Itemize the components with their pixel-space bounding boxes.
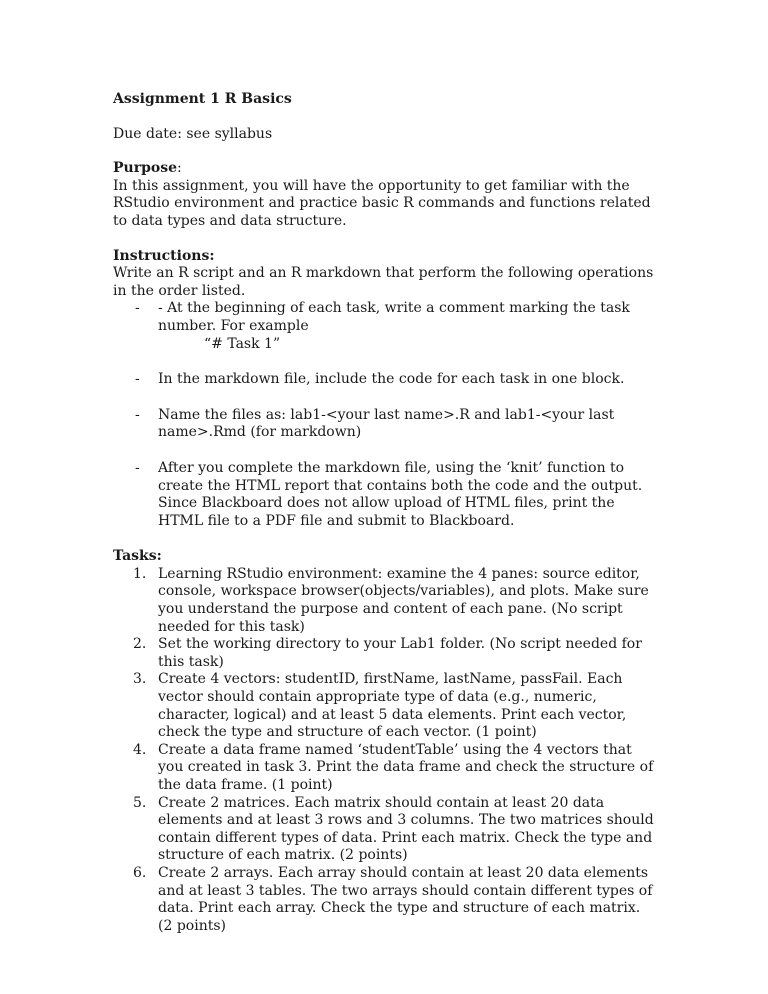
instruction-bullet bbox=[113, 300, 658, 335]
purpose-heading bbox=[113, 160, 658, 178]
example-comment: “# Task 1” bbox=[204, 335, 281, 352]
bullet-dash: - bbox=[135, 300, 140, 317]
task-item bbox=[113, 865, 658, 935]
task-number: 3. bbox=[133, 671, 147, 688]
task-item bbox=[113, 795, 658, 865]
instruction-bullet bbox=[113, 371, 658, 389]
bullet-dash: - bbox=[135, 371, 140, 388]
purpose-text: In this assignment, you will have the opportunity to get familiar with the RStudio environment and practice basic R commands and functions related to data types and data structure. bbox=[113, 177, 651, 229]
due-date: Due date: see syllabus bbox=[113, 125, 273, 142]
instructions-intro: Write an R script and an R markdown that perform the following operations in the order listed. bbox=[113, 265, 654, 299]
task-number: 6. bbox=[133, 864, 147, 881]
task-number: 5. bbox=[133, 794, 147, 811]
bullet-dash: - bbox=[135, 459, 140, 476]
tasks-heading: Tasks: bbox=[113, 548, 162, 565]
bullet-dash: - bbox=[135, 406, 140, 423]
instruction-bullet-text: Name the files as: lab1-<your last name>.R and lab1-<your last name>.Rmd (for markdown) bbox=[158, 406, 615, 441]
instruction-bullet-text: - At the beginning of each task, write a comment marking the task number. For example bbox=[158, 300, 630, 334]
document-title: Assignment 1 R Basics bbox=[113, 91, 292, 107]
purpose-heading-colon: : bbox=[177, 160, 182, 177]
task-item bbox=[113, 742, 658, 795]
instruction-bullet-text: In the markdown file, include the code for each task in one block. bbox=[158, 371, 625, 388]
task-text: Set the working directory to your Lab1 folder. (No script needed for this task) bbox=[158, 636, 642, 670]
task-text: Create 4 vectors: studentID, firstName, lastName, passFail. Each vector should contain appropriate type of data (e.g., numeric, character, logical) and at least 5 data elements. Print each vector, check the type and structure of each vector. (1 point) bbox=[158, 671, 627, 741]
task-text: Create 2 arrays. Each array should contain at least 20 data elements and at least 3 tables. The two arrays should contain different types of data. Print each array. Check the type and structure of each matrix. (2 points) bbox=[158, 864, 653, 934]
instruction-bullet-text: After you complete the markdown file, using the ‘knit’ function to create the HTML report that contains both the code and the output. Since Blackboard does not allow upload of HTML files, print the HTML file to a PDF file and submit to Blackboard. bbox=[158, 459, 643, 529]
task-number: 1. bbox=[133, 565, 147, 582]
task-number: 4. bbox=[133, 741, 147, 758]
task-text: Create 2 matrices. Each matrix should contain at least 20 data elements and at least 3 rows and 3 columns. The two matrices should contain different types of data. Print each matrix. Check the type and structure of each matrix. (2 points) bbox=[158, 794, 654, 864]
document-body bbox=[113, 91, 658, 935]
purpose-heading-text: Purpose bbox=[113, 160, 177, 177]
instructions-heading: Instructions: bbox=[113, 247, 215, 264]
instruction-bullet bbox=[113, 407, 658, 442]
task-number: 2. bbox=[133, 636, 147, 653]
instruction-bullet bbox=[113, 460, 658, 530]
task-item bbox=[113, 636, 658, 671]
task-list bbox=[113, 566, 658, 935]
task-item bbox=[113, 671, 658, 741]
task-text: Create a data frame named ‘studentTable’ using the 4 vectors that you created in task 3. Print the data frame and check the structure of the data frame. (1 point) bbox=[158, 741, 654, 793]
task-text: Learning RStudio environment: examine the 4 panes: source editor, console, workspace browser(objects/variables), and plots. Make sure you understand the purpose and content of each pane. (No script needed for this task) bbox=[158, 565, 649, 635]
task-item bbox=[113, 566, 658, 636]
